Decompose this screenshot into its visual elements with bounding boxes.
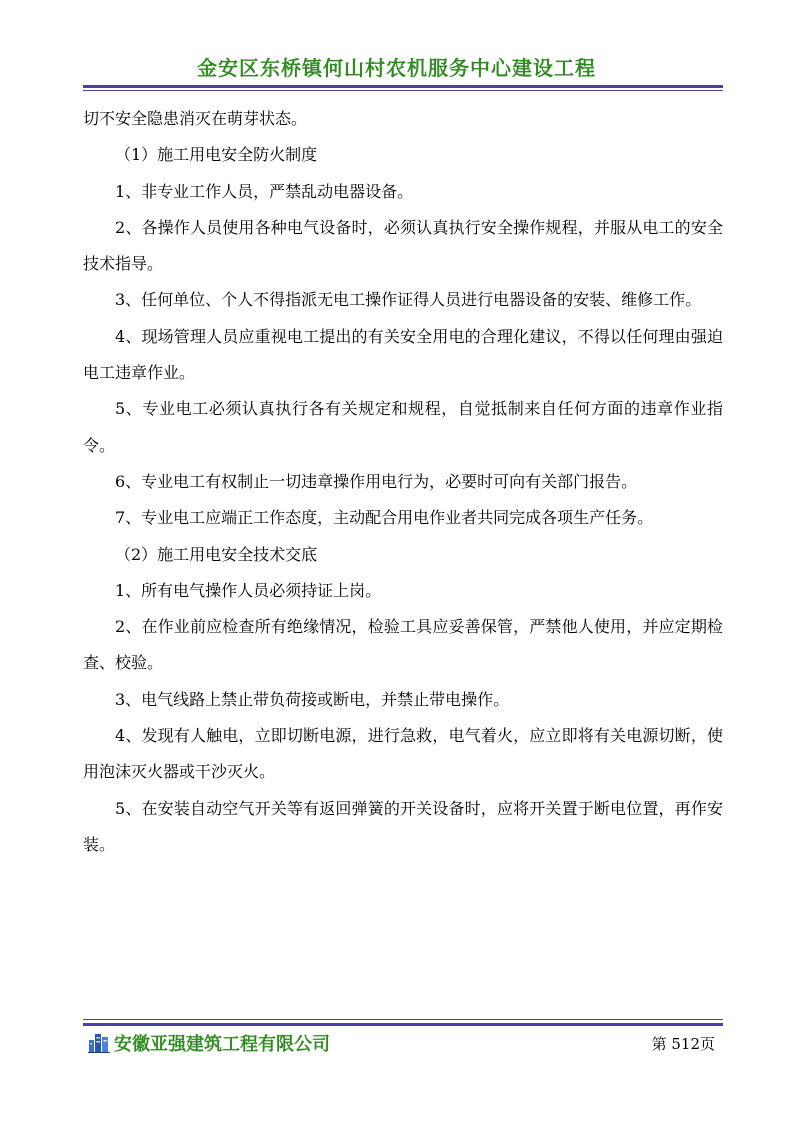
paragraph: 5、专业电工必须认真执行各有关规定和规程，自觉抵制来自任何方面的违章作业指令。 (83, 399, 723, 455)
paragraph: 5、在安装自动空气开关等有返回弹簧的开关设备时，应将开关置于断电位置，再作安装。 (83, 798, 723, 854)
section-heading: （2）施工用电安全技术交底 (115, 544, 318, 564)
paragraph: 2、各操作人员使用各种电气设备时，必须认真执行安全操作规程，并服从电工的安全技术指导。 (83, 217, 723, 274)
footer-rule-thick (83, 1023, 723, 1026)
paragraph: 4、发现有人触电，立即切断电源，进行急救，电气着火，应立即将有关电源切断，使用泡沫灭火器或干沙灭火。 (83, 726, 723, 782)
footer-rule-thin (83, 1019, 723, 1020)
section-heading: （1）施工用电安全防火制度 (115, 145, 318, 165)
building-logo-icon (88, 1031, 110, 1053)
header-rule-thin (83, 90, 723, 91)
paragraph: 1、非专业工作人员，严禁乱动电器设备。 (115, 181, 414, 201)
page-number: 第 512页 (651, 1035, 715, 1053)
footer-company-name: 安徽亚强建筑工程有限公司 (114, 1034, 330, 1055)
header-title: 金安区东桥镇何山村农机服务中心建设工程 (197, 56, 596, 80)
body-text (83, 101, 723, 863)
paragraph: 4、现场管理人员应重视电工提出的有关安全用电的合理化建议，不得以任何理由强迫电工违章作业。 (83, 326, 723, 383)
paragraph: 7、专业电工应端正工作态度，主动配合用电作业者共同完成各项生产任务。 (115, 508, 654, 528)
paragraph: 切不安全隐患消灭在萌芽状态。 (83, 109, 308, 128)
paragraph: 1、所有电气操作人员必须持证上岗。 (115, 580, 382, 600)
header-rule-thick (83, 85, 723, 88)
paragraph: 3、任何单位、个人不得指派无电工操作证得人员进行电器设备的安装、维修工作。 (115, 290, 702, 310)
paragraph: 3、电气线路上禁止带负荷接或断电，并禁止带电操作。 (115, 689, 510, 709)
paragraph: 6、专业电工有权制止一切违章操作用电行为，必要时可向有关部门报告。 (115, 471, 638, 491)
paragraph: 2、在作业前应检查所有绝缘情况，检验工具应妥善保管，严禁他人使用，并应定期检查、校验。 (83, 617, 723, 673)
